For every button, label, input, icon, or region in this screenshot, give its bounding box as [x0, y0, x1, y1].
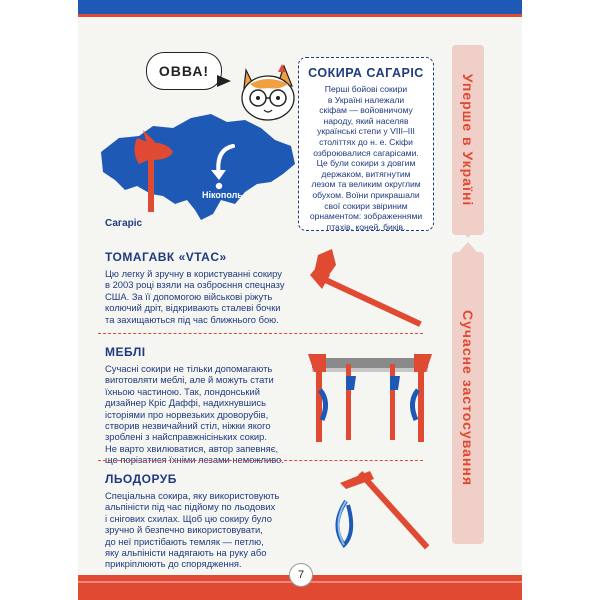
tab-arrow-icon	[459, 242, 477, 252]
card-line: держаком, витягнутим	[321, 168, 411, 179]
text-line: Не варто хвилюватися, автор запевняє,	[105, 442, 279, 454]
card-line: скіфам — войовничому	[319, 105, 413, 116]
ice-axe-title: ЛЬОДОРУБ	[105, 472, 177, 486]
text-line: США. За її допомогою військові ріжуть	[105, 290, 273, 302]
card-line: обухом. Воїни прикрашали	[312, 189, 420, 200]
axe-table-illustration	[306, 350, 434, 454]
card-line: в Україні належали	[327, 94, 405, 105]
side-tab-modern-use-label: Сучасне застосування	[460, 310, 476, 486]
text-line: виготовляти меблі, але й можуть стати	[105, 374, 274, 386]
sagaris-card-text	[305, 84, 427, 232]
text-line: Цю легку й зручну в користуванні сокиру	[105, 268, 282, 279]
card-line: озброювалися сагарісами.	[313, 147, 419, 158]
card-line: українські степи у VIII–III	[317, 126, 415, 137]
side-tab-first-in-ukraine-label: Уперше в Україні	[460, 73, 476, 207]
card-line: птахів, коней, биків.	[326, 221, 406, 232]
card-line: Це були сокири з довгим	[316, 158, 416, 169]
text-line: Сучасні сокири не тільки допомагають	[105, 363, 273, 374]
text-line: та захищаються під час ближнього бою.	[105, 313, 279, 325]
tomahawk-illustration	[300, 245, 440, 330]
text-line: яку альпіністи надягають на руку або	[105, 547, 267, 559]
text-line: Спеціальна сокира, яку використовують	[105, 490, 280, 501]
card-line: століттях до н. е. Скіфи	[319, 136, 413, 147]
text-line: в 2003 році взяли на озброєння спецназу	[105, 279, 285, 291]
section-divider	[98, 460, 423, 461]
text-line: створив незвичайний стіл, ніжки якого	[105, 420, 271, 432]
side-tab-modern-use	[452, 252, 484, 544]
text-line: колючий дріт, відкривають сталеві бочки	[105, 302, 281, 314]
tomahawk-title: ТОМАГАВК «VTAC»	[105, 250, 227, 264]
cat-mascot-icon	[238, 60, 304, 124]
text-line: що порізатися їхніми лезами неможливо.	[105, 454, 284, 466]
nikopol-marker	[215, 182, 223, 190]
tomahawk-text	[105, 268, 305, 325]
text-line: прикріплюють до спорядження.	[105, 558, 242, 570]
nikopol-label: Нікополь	[202, 190, 243, 200]
furniture-text	[105, 363, 305, 466]
text-line: альпіністи під час підйому по льодових	[105, 501, 276, 513]
card-line: Перші бойові сокири	[324, 84, 408, 94]
text-line: до неї пристібають темляк — петлю,	[105, 535, 264, 547]
page-number: 7	[289, 563, 313, 587]
furniture-title: МЕБЛІ	[105, 345, 146, 359]
sagaris-card-title: СОКИРА САГАРІС	[308, 66, 424, 80]
speech-bubble: ОВВА!	[146, 52, 222, 90]
text-line: історіями про норвезьких дроворубів,	[105, 408, 269, 420]
card-line: народу, який населяв	[323, 115, 409, 126]
ice-axe-text	[105, 490, 305, 570]
text-line: і снігових схилах. Щоб цю сокиру було	[105, 512, 272, 524]
text-line: зроблені з найсправжнісіньких сокир.	[105, 431, 267, 443]
card-line: орнаментом: зображеннями	[309, 211, 423, 222]
card-line: свої сокири звіриним	[324, 200, 408, 211]
text-line: зручно й безпечно використовувати,	[105, 524, 263, 536]
side-tab-first-in-ukraine	[452, 45, 484, 235]
ukraine-map-shape	[101, 114, 295, 220]
section-divider	[98, 333, 423, 334]
sagaris-map-label: Сагаріс	[105, 218, 143, 229]
card-line: лезом та великим округлим	[311, 179, 421, 190]
sagaris-info-card	[298, 57, 434, 231]
top-blue-band	[78, 0, 522, 14]
text-line: дизайнер Кріс Даффі, надихнувшись	[105, 397, 266, 409]
tab-arrow-icon	[459, 228, 477, 238]
text-line: їхньою частиною. Так, лондонський	[105, 385, 260, 397]
ice-axe-illustration	[310, 465, 440, 565]
